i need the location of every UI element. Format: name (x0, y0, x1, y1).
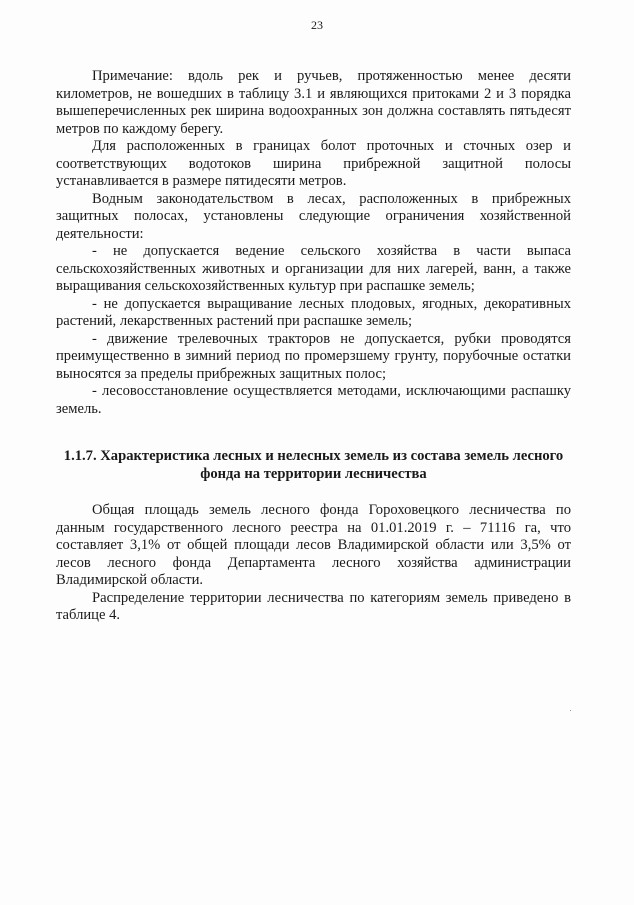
list-item-no-plants: - не допускается выращивание лесных плодовых, ягодных, декоративных растений, лекарственных растений при распашке земель; (56, 295, 571, 329)
page-number: 23 (311, 18, 323, 32)
scan-speck (570, 710, 571, 711)
body-text-top (56, 68, 571, 418)
paragraph-note: Примечание: вдоль рек и ручьев, протяженностью менее десяти километров, не вошедших в таблицу 3.1 и являющихся притоками 2 и 3 порядка вышеперечисленных рек ширина водоохранных зон должна составлять пятьдесят метров по каждому берегу. (56, 68, 571, 137)
paragraph-law: Водным законодательством в лесах, расположенных в прибрежных защитных полосах, установлены следующие ограничения хозяйственной деятельности: (56, 190, 571, 242)
paragraph-swamps: Для расположенных в границах болот проточных и сточных озер и соответствующих водотоков ширина прибрежной защитной полосы устанавливается в размере пятидесяти метров. (56, 138, 571, 189)
list-item-reforestation: - лесовосстановление осуществляется методами, исключающими распашку земель. (56, 383, 571, 417)
paragraph-area: Общая площадь земель лесного фонда Гороховецкого лесничества по данным государственного лесного реестра на 01.01.2019 г. – 71116 га, что составляет 3,1% от общей площади лесов Владимирской области или 3,5% от лесов лесного фонда Департамента лесного хозяйства администрации Владимирской области. (56, 502, 571, 588)
paragraph-distribution: Распределение территории лесничества по категориям земель приведено в таблице 4. (56, 589, 571, 623)
section-title: 1.1.7. Характеристика лесных и нелесных земель из состава земель лесного фонда на территории лесничества (63, 448, 564, 482)
list-item-tractors: - движение трелевочных тракторов не допускается, рубки проводятся преимущественно в зимний период по промерзшему грунту, порубочные остатки выносятся за пределы прибрежных защитных полос; (56, 330, 571, 382)
list-item-no-agriculture: - не допускается ведение сельского хозяйства в части выпаса сельскохозяйственных животных и организации для них лагерей, ванн, а также выращивания сельскохозяйственных культур при распашке земель; (56, 243, 571, 294)
body-text-bottom (56, 502, 571, 625)
